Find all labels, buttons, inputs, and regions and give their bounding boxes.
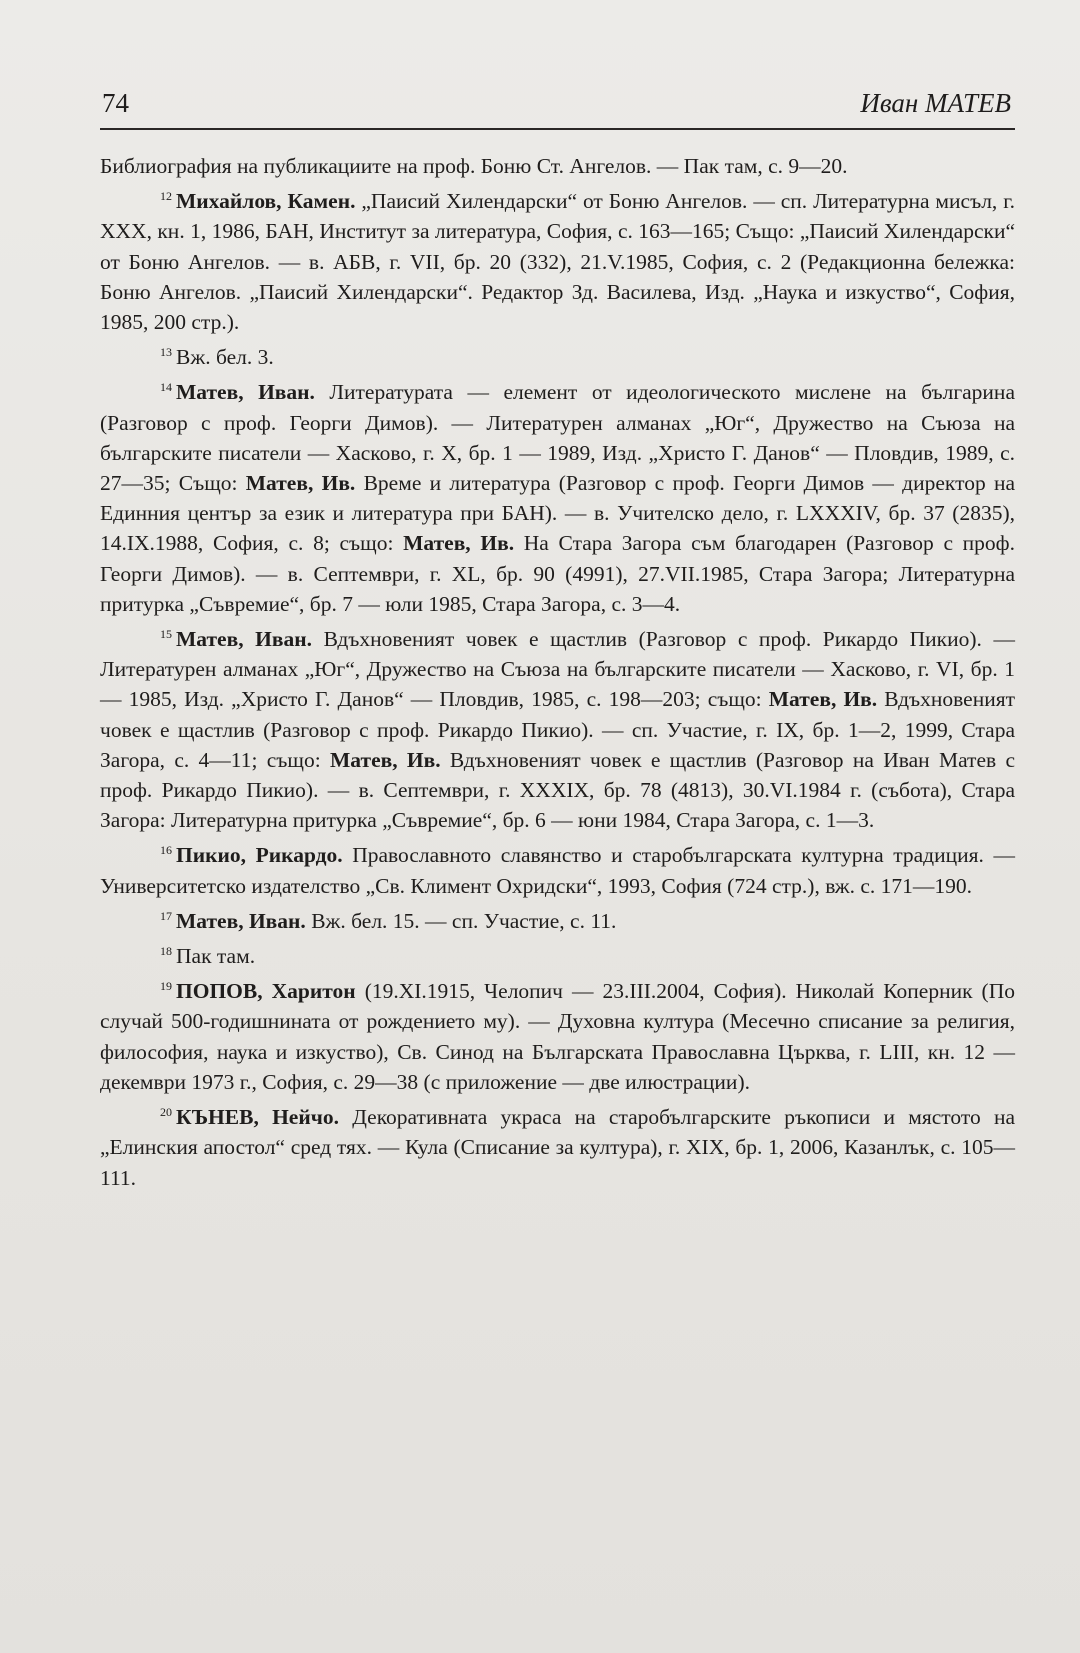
running-head: Иван МАТЕВ (860, 88, 1011, 118)
footnotes-body (100, 151, 1015, 1193)
footnote-paragraph (100, 901, 1015, 936)
author-name: Матев, Ив. (768, 687, 878, 712)
citation-text: Вдъхновеният човек е щастлив (Разговор с проф. Рикардо Пикио). — сп. Участие, г. IX, бр. 1—2, 1999, Стара Загора, с. 4—11; също: (100, 687, 1016, 772)
citation-text: Вж. бел. 3. (176, 345, 274, 370)
footnote-number: 12 (160, 189, 172, 204)
citation-text: На Стара Загора съм благодарен (Разговор с проф. Георги Димов). — в. Септември, г. XL, бр. 90 (4991), 27.VII.1985, Стара Загора; Литературна притурка „Съвремие“, бр. 7 — юли 1985, Стара Загора, с. 3—4. (100, 531, 1015, 616)
author-name: КЪНЕВ, Нейчо. (176, 1105, 339, 1130)
citation-text: Пак там. (176, 944, 256, 969)
citation-text: „Паисий Хилендарски“ от Боню Ангелов. — сп. Литературна мисъл, г. XXX, кн. 1, 1986, БАН, Институт за литература, София, с. 163—165; Също: „Паисий Хилендарски“ от Боню Ангелов. — в. АБВ, г. VII, бр. 20 (332), 21.V.1985, София, с. 2 (Редакционна бележка: Боню Ангелов. „Паисий Хилендарски“. Редактор Зд. Василева, Изд. „Наука и изкуство“, София, 1985, 200 стр.). (100, 189, 1015, 335)
page-number: 74 (102, 88, 129, 118)
footnote-paragraph (100, 835, 1015, 900)
citation-text: Вдъхновеният човек е щастлив (Разговор на Иван Матев с проф. Рикардо Пикио). — в. Септември, г. XXXIX, бр. 78 (4813), 30.VI.1984 г. (събота), Стара Загора: Литературна притурка „Съвремие“, бр. 6 — юни 1984, Стара Загора, с. 1—3. (100, 747, 1015, 833)
citation-text: Библиография на публикациите на проф. Боню Ст. Ангелов. — Пак там, с. 9—20. (100, 154, 848, 178)
author-name: ПОПОВ, Харитон (176, 979, 356, 1004)
footnote-number: 20 (160, 1105, 172, 1120)
author-name: Матев, Иван. (176, 380, 315, 405)
author-name: Матев, Ив. (245, 471, 356, 496)
page-header (100, 88, 1015, 130)
footnote-number: 19 (160, 979, 172, 994)
citation-text: Декоративната украса на старобългарските ръкописи и мястото на „Елинския апостол“ сред тях. — Кула (Списание за култура), г. XIX, бр. 1, 2006, Казанлък, с. 105—111. (100, 1105, 1016, 1190)
footnote-paragraph (100, 936, 1015, 971)
footnote-number: 18 (160, 944, 172, 959)
footnote-paragraph (100, 181, 1015, 337)
footnote-number: 16 (160, 843, 172, 858)
footnote-paragraph (100, 151, 1015, 181)
citation-text: Вдъхновеният човек е щастлив (Разговор с проф. Рикардо Пикио). — Литературен алманах „Юг“, Дружество на Съюза на българските писатели — Хасково, г. VI, бр. 1 — 1985, Изд. „Христо Г. Данов“ — Пловдив, 1985, с. 198—203; също: (100, 627, 1015, 712)
citation-text: Вж. бел. 15. — сп. Участие, с. 11. (305, 908, 617, 933)
footnote-paragraph (100, 372, 1015, 619)
citation-text: Време и литература (Разговор с проф. Георги Димов — директор на Единния център за език и литература при БАН). — в. Учителско дело, г. LXXXIV, бр. 37 (2835), 14.IX.1988, София, с. 8; също: (100, 471, 1016, 556)
footnote-number: 14 (160, 380, 172, 395)
citation-text: Литературата — елемент от идеологическото мислене на българина (Разговор с проф. Георги Димов). — Литературен алманах „Юг“, Дружество на Съюза на българските писатели — Хасково, г. X, бр. 1 — 1989, Изд. „Христо Г. Данов“ — Пловдив, 1989, с. 27—35; Също: (100, 380, 1015, 496)
footnote-paragraph (100, 619, 1015, 835)
footnote-paragraph (100, 1097, 1015, 1193)
author-name: Матев, Ив. (330, 747, 441, 772)
footnote-paragraph (100, 337, 1015, 372)
author-name: Матев, Иван. (176, 627, 312, 652)
footnote-number: 15 (160, 627, 172, 642)
citation-text: (19.XI.1915, Челопич — 23.III.2004, София). Николай Коперник (По случай 500-годишнината от рождението му). — Духовна култура (Месечно списание за религия, философия, наука и изкуство), Св. Синод на Българската Православна Църква, г. LIII, кн. 12 — декември 1973 г., София, с. 29—38 (с приложение — две илюстрации). (100, 979, 1015, 1094)
footnote-number: 13 (160, 345, 172, 360)
author-name: Пикио, Рикардо. (176, 843, 343, 868)
author-name: Михайлов, Камен. (176, 189, 356, 214)
citation-text: Православното славянство и старобългарската културна традиция. — Университетско издателство „Св. Климент Охридски“, 1993, София (724 стр.), вж. с. 171—190. (100, 843, 1015, 898)
footnote-number: 17 (160, 908, 172, 923)
author-name: Матев, Иван. (176, 908, 306, 933)
author-name: Матев, Ив. (403, 531, 515, 556)
footnote-paragraph (100, 971, 1015, 1097)
